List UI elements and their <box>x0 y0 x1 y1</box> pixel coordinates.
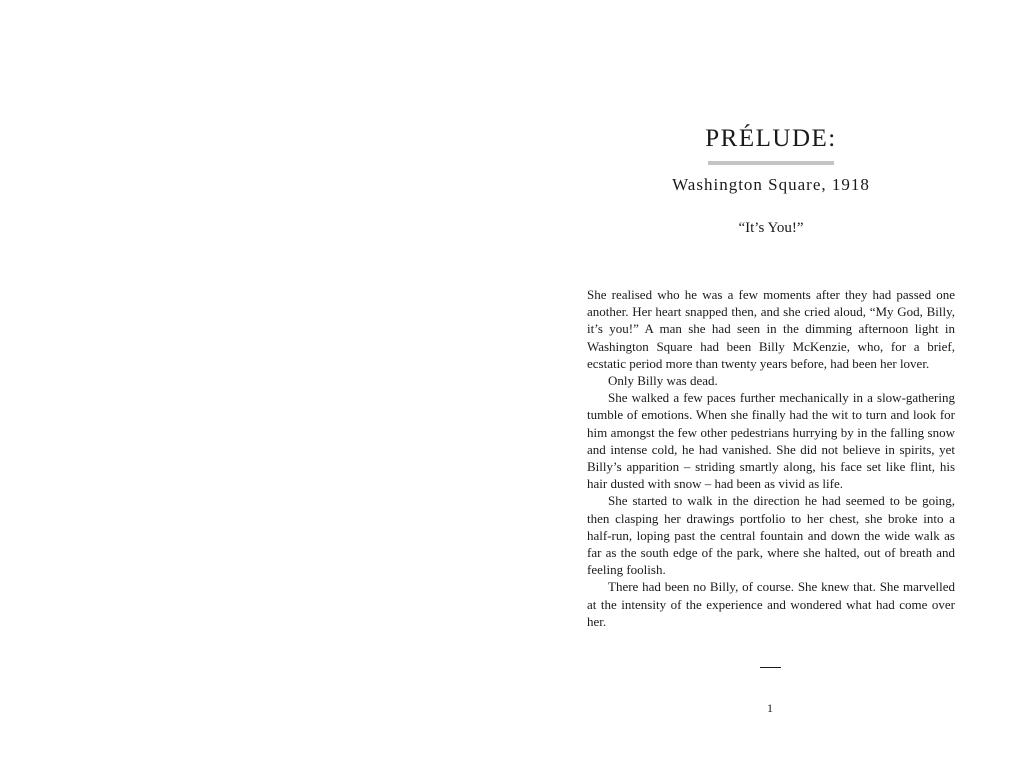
body-text <box>587 286 955 630</box>
chapter-title: PRÉLUDE: <box>705 125 837 152</box>
paragraph: She walked a few paces further mechanically in a slow-gathering tumble of emotions. When she finally had the wit to turn and look for him amongst the few other pedestrians hurrying by in the falling snow and intense cold, he had vanished. She did not believe in spirits, yet Billy’s apparition – striding smartly along, his face set like flint, his hair dusted with snow – had been as vivid as life. <box>587 390 955 492</box>
paragraph: There had been no Billy, of course. She knew that. She marvelled at the intensity of the experience and wondered what had come over her. <box>587 579 955 629</box>
page-number: 1 <box>767 701 773 715</box>
paragraph: Only Billy was dead. <box>608 373 718 389</box>
chapter-heading <box>587 124 955 238</box>
title-underline-rule <box>708 161 834 165</box>
chapter-subtitle: Washington Square, 1918 <box>672 175 870 194</box>
paragraph: She started to walk in the direction he had seemed to be going, then clasping her drawings portfolio to her chest, she broke into a half-run, loping past the central fountain and down the wide walk as far as the south edge of the park, where she halted, out of breath and feeling foolish. <box>587 493 955 578</box>
section-end-rule <box>760 667 781 668</box>
paragraph: She realised who he was a few moments after they had passed one another. Her heart snapped then, and she cried aloud, “My God, Billy, it’s you!” A man she had seen in the dimming afternoon light in Washington Square had been Billy McKenzie, who, for a brief, ecstatic period more than twenty years before, had been her lover. <box>587 287 955 371</box>
chapter-epigraph: “It’s You!” <box>738 220 804 236</box>
